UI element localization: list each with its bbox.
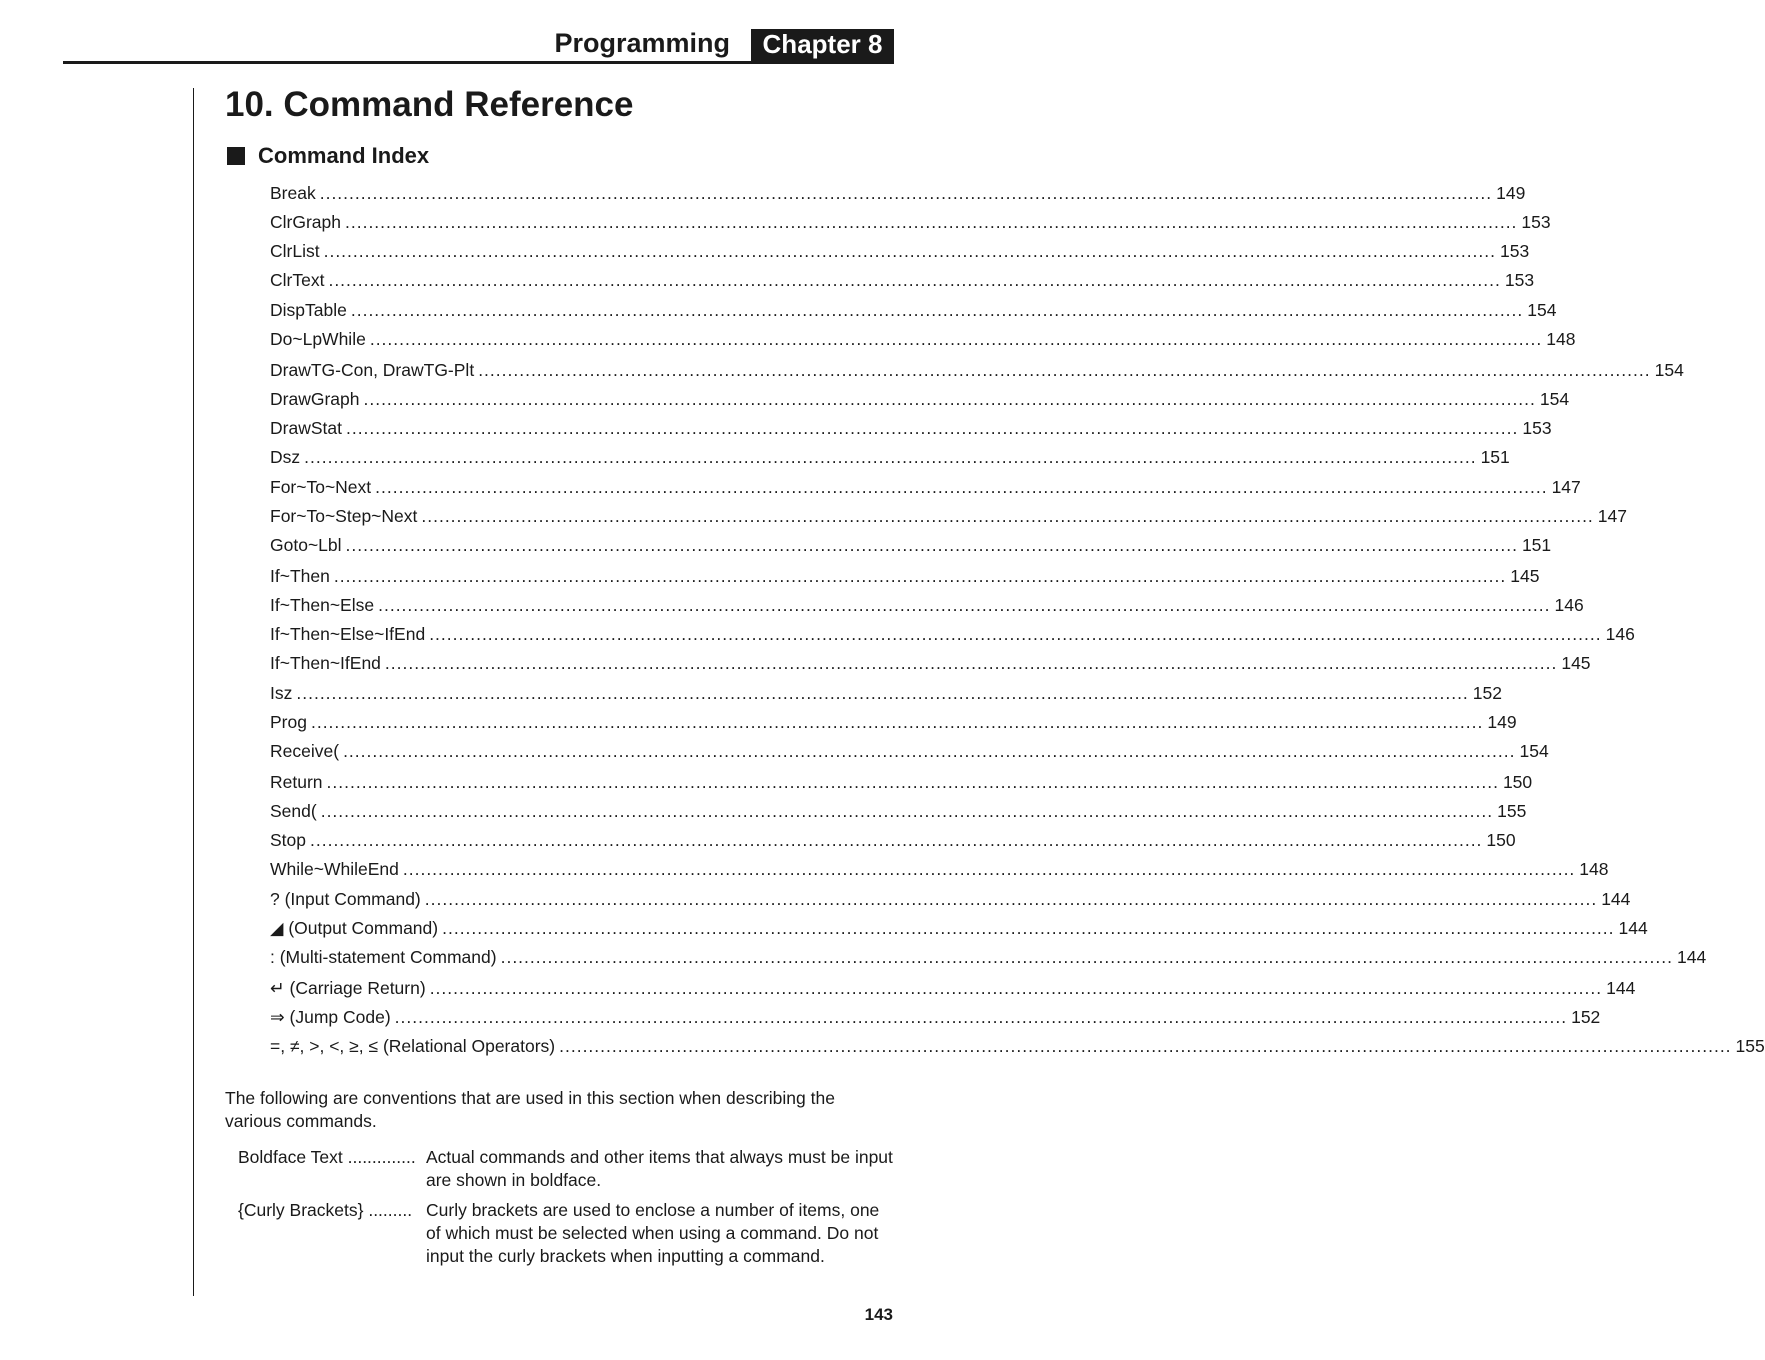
page-reference: 153 bbox=[1504, 270, 1535, 290]
dot-leader: ........................................................................................................................................................................................................ bbox=[310, 830, 1483, 850]
command-name: Prog bbox=[270, 712, 307, 732]
index-entry bbox=[270, 532, 1552, 558]
command-name: DrawGraph bbox=[270, 389, 360, 409]
dot-leader: ........................................................................................................................................................................................................ bbox=[369, 329, 1543, 349]
command-name: Send( bbox=[270, 801, 317, 821]
dot-leader: ........................................................................................................................................................................................................ bbox=[296, 683, 1469, 703]
index-entry bbox=[270, 769, 1533, 795]
page-reference: 155 bbox=[1735, 1036, 1765, 1056]
dot-leader: ........................................................................................................................................................................................................ bbox=[429, 624, 1602, 644]
page-number: 143 bbox=[864, 1305, 893, 1324]
dot-leader: ........................................................................................................................................................................................................ bbox=[384, 653, 1558, 673]
margin-rule bbox=[193, 88, 194, 1296]
command-name: DispTable bbox=[270, 300, 347, 320]
index-entry bbox=[270, 886, 1631, 912]
command-name: =, ≠, >, <, ≥, ≤ (Relational Operators) bbox=[270, 1036, 556, 1056]
dot-leader: ........................................................................................................................................................................................................ bbox=[310, 712, 1484, 732]
page-reference: 144 bbox=[1601, 889, 1631, 909]
dot-leader: ........................................................................................................................................................................................................ bbox=[378, 595, 1551, 615]
dot-leader: ........................................................................................................................................................................................................ bbox=[394, 1007, 1568, 1027]
page-reference: 144 bbox=[1606, 978, 1636, 998]
index-entry bbox=[270, 563, 1540, 589]
dot-leader: ........................................................................................................................................................................................................ bbox=[424, 889, 1598, 909]
dot-leader: ........................................................................................................................................................................................................ bbox=[345, 418, 1519, 438]
page-reference: 152 bbox=[1472, 683, 1502, 703]
dot-leader: ........................................................................................................................................................................................................ bbox=[333, 566, 1507, 586]
command-name: ClrText bbox=[270, 270, 325, 290]
command-name: If~Then~Else bbox=[270, 595, 375, 615]
index-entry bbox=[270, 798, 1527, 824]
header-rule bbox=[63, 61, 894, 64]
index-entry bbox=[270, 1004, 1601, 1030]
index-entry bbox=[270, 1033, 1765, 1059]
index-entry bbox=[270, 915, 1648, 941]
command-name: ? (Input Command) bbox=[270, 889, 421, 909]
page-reference: 149 bbox=[1496, 183, 1526, 203]
dot-leader: ........................................................................................................................................................................................................ bbox=[429, 978, 1603, 998]
command-name: Return bbox=[270, 772, 323, 792]
convention-term: {Curly Brackets} ......... bbox=[238, 1200, 413, 1220]
command-name: Stop bbox=[270, 830, 306, 850]
command-name: Isz bbox=[270, 683, 293, 703]
index-entry bbox=[270, 326, 1576, 352]
dot-leader: ........................................................................................................................................................................................................ bbox=[319, 183, 1493, 203]
index-entry bbox=[270, 738, 1549, 764]
page-reference: 147 bbox=[1597, 506, 1627, 526]
dot-leader: ........................................................................................................................................................................................................ bbox=[442, 918, 1615, 938]
page-reference: 153 bbox=[1500, 241, 1530, 261]
page-reference: 144 bbox=[1677, 947, 1707, 967]
command-name: If~Then~IfEnd bbox=[270, 653, 381, 673]
index-entry bbox=[270, 444, 1510, 470]
page-reference: 146 bbox=[1605, 624, 1635, 644]
command-name: DrawStat bbox=[270, 418, 342, 438]
index-entry bbox=[270, 267, 1535, 293]
page-reference: 151 bbox=[1521, 535, 1552, 555]
page-reference: 150 bbox=[1502, 772, 1533, 792]
dot-leader: ........................................................................................................................................................................................................ bbox=[323, 241, 1497, 261]
command-name: DrawTG-Con, DrawTG-Plt bbox=[270, 360, 475, 380]
index-entry bbox=[270, 297, 1557, 323]
index-entry bbox=[270, 680, 1502, 706]
index-entry bbox=[270, 709, 1517, 735]
dot-leader: ........................................................................................................................................................................................................ bbox=[350, 300, 1524, 320]
command-name: For~To~Next bbox=[270, 477, 372, 497]
dot-leader: ........................................................................................................................................................................................................ bbox=[402, 859, 1576, 879]
command-name: Goto~Lbl bbox=[270, 535, 342, 555]
index-entry bbox=[270, 621, 1635, 647]
index-entry bbox=[270, 503, 1627, 529]
dot-leader: ........................................................................................................................................................................................................ bbox=[559, 1036, 1732, 1056]
dot-leader: ........................................................................................................................................................................................................ bbox=[304, 447, 1477, 467]
index-entry bbox=[270, 238, 1530, 264]
convention-description: Curly brackets are used to enclose a number of items, one of which must be selected when using a command. Do not input the curly brackets when inputting a command. bbox=[426, 1200, 880, 1266]
command-name: ⇒ (Jump Code) bbox=[270, 1007, 391, 1027]
convention-description: Actual commands and other items that always must be input are shown in boldface. bbox=[426, 1147, 893, 1190]
command-name: For~To~Step~Next bbox=[270, 506, 418, 526]
page-reference: 153 bbox=[1522, 418, 1552, 438]
index-entry bbox=[270, 180, 1526, 206]
page-reference: 146 bbox=[1554, 595, 1584, 615]
dot-leader: ........................................................................................................................................................................................................ bbox=[328, 270, 1501, 290]
command-name: Dsz bbox=[270, 447, 301, 467]
command-name: If~Then bbox=[270, 566, 330, 586]
index-entry bbox=[270, 827, 1516, 853]
command-name: : (Multi-statement Command) bbox=[270, 947, 497, 967]
index-entry bbox=[270, 944, 1707, 970]
page-title: 10. Command Reference bbox=[225, 85, 634, 124]
index-entry bbox=[270, 474, 1581, 500]
page-reference: 154 bbox=[1654, 360, 1684, 380]
intro-paragraph: The following are conventions that are used in this section when describing the various commands. bbox=[225, 1088, 835, 1131]
page-reference: 153 bbox=[1521, 212, 1551, 232]
page-reference: 145 bbox=[1561, 653, 1591, 673]
dot-leader: ........................................................................................................................................................................................................ bbox=[478, 360, 1651, 380]
section-label: Programming bbox=[554, 28, 730, 58]
dot-leader: ........................................................................................................................................................................................................ bbox=[320, 801, 1494, 821]
dot-leader: ........................................................................................................................................................................................................ bbox=[326, 772, 1499, 792]
index-entry bbox=[270, 209, 1551, 235]
convention-term: Boldface Text .............. bbox=[238, 1147, 416, 1167]
dot-leader: ........................................................................................................................................................................................................ bbox=[375, 477, 1548, 497]
page-reference: 154 bbox=[1539, 389, 1570, 409]
dot-leader: ........................................................................................................................................................................................................ bbox=[500, 947, 1674, 967]
dot-leader: ........................................................................................................................................................................................................ bbox=[343, 741, 1516, 761]
command-name: ClrGraph bbox=[270, 212, 341, 232]
dot-leader: ........................................................................................................................................................................................................ bbox=[421, 506, 1594, 526]
command-name: While~WhileEnd bbox=[270, 859, 399, 879]
command-name: ◢ (Output Command) bbox=[270, 918, 439, 938]
page-reference: 151 bbox=[1480, 447, 1510, 467]
command-name: Receive( bbox=[270, 741, 340, 761]
dot-leader: ........................................................................................................................................................................................................ bbox=[363, 389, 1536, 409]
command-name: If~Then~Else~IfEnd bbox=[270, 624, 426, 644]
page-reference: 145 bbox=[1510, 566, 1540, 586]
page-reference: 152 bbox=[1571, 1007, 1601, 1027]
index-entry bbox=[270, 975, 1636, 1001]
command-name: Break bbox=[270, 183, 316, 203]
page-reference: 154 bbox=[1527, 300, 1557, 320]
command-name: Do~LpWhile bbox=[270, 329, 366, 349]
square-bullet-icon bbox=[227, 147, 245, 165]
index-heading: Command Index bbox=[258, 143, 430, 168]
dot-leader: ........................................................................................................................................................................................................ bbox=[345, 212, 1518, 232]
index-entry bbox=[270, 357, 1684, 383]
page-reference: 147 bbox=[1551, 477, 1581, 497]
page-reference: 150 bbox=[1486, 830, 1516, 850]
page-reference: 149 bbox=[1487, 712, 1517, 732]
page-reference: 154 bbox=[1519, 741, 1549, 761]
dot-leader: ........................................................................................................................................................................................................ bbox=[345, 535, 1518, 555]
index-entry bbox=[270, 415, 1552, 441]
page-reference: 144 bbox=[1618, 918, 1648, 938]
page-reference: 155 bbox=[1497, 801, 1527, 821]
page-reference: 148 bbox=[1546, 329, 1576, 349]
chapter-badge: Chapter 8 bbox=[751, 29, 894, 63]
command-name: ↵ (Carriage Return) bbox=[270, 978, 426, 998]
index-entry bbox=[270, 650, 1591, 676]
index-entry bbox=[270, 386, 1570, 412]
index-entry bbox=[270, 856, 1609, 882]
command-name: ClrList bbox=[270, 241, 320, 261]
index-entry bbox=[270, 592, 1584, 618]
page-reference: 148 bbox=[1579, 859, 1609, 879]
